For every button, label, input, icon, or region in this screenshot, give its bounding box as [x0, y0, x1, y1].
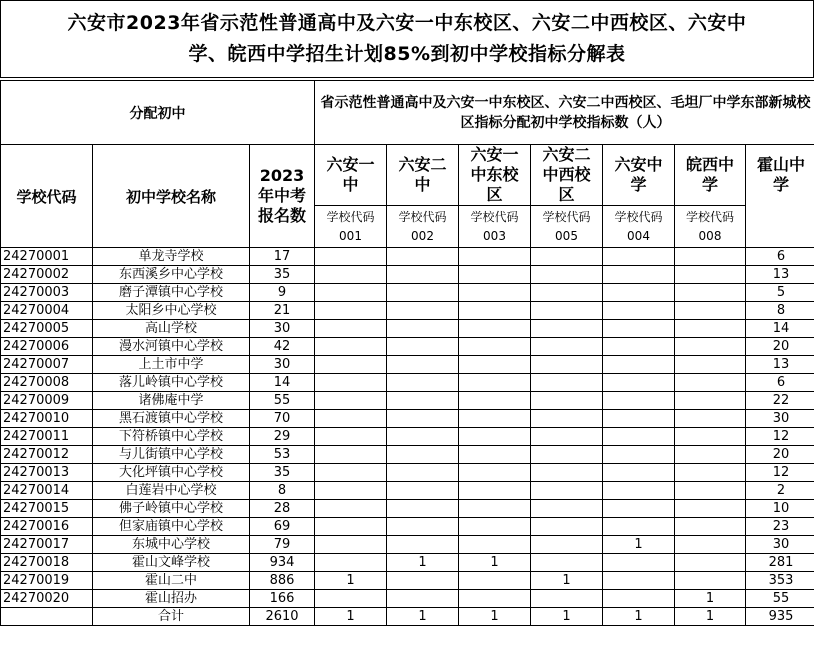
row-exam-count: 42 [250, 338, 315, 356]
row-quota-3 [459, 248, 531, 266]
row-quota-2 [387, 302, 459, 320]
row-quota-3 [459, 320, 531, 338]
row-quota-2 [387, 392, 459, 410]
row-quota-6 [675, 536, 746, 554]
header-school-code: 学校代码 [1, 145, 93, 248]
header-group: 省示范性普通高中及六安一中东校区、六安二中西校区、毛坦厂中学东部新城校区指标分配初中学校指标数（人） [315, 81, 814, 145]
code-value: 004 [627, 228, 650, 243]
code-label: 学校代码 [326, 209, 375, 224]
row-quota-3 [459, 284, 531, 302]
page-title [0, 0, 814, 78]
row-quota-4 [531, 590, 603, 608]
row-quota-4 [531, 320, 603, 338]
table-row [1, 428, 814, 446]
row-quota-2: 1 [387, 608, 459, 626]
row-quota-4 [531, 374, 603, 392]
row-quota-1 [315, 266, 387, 284]
row-quota-6 [675, 320, 746, 338]
row-quota-4 [531, 500, 603, 518]
row-school-code: 24270010 [1, 410, 93, 428]
row-quota-3 [459, 302, 531, 320]
row-quota-5 [603, 338, 675, 356]
table-header [1, 81, 814, 248]
row-quota-2 [387, 320, 459, 338]
row-school-code: 24270001 [1, 248, 93, 266]
header-school-4: 六安二中西校区 [531, 145, 603, 206]
row-quota-4 [531, 302, 603, 320]
row-quota-4: 1 [531, 608, 603, 626]
row-school-code: 24270019 [1, 572, 93, 590]
row-quota-2 [387, 590, 459, 608]
row-quota-6 [675, 446, 746, 464]
row-quota-2 [387, 464, 459, 482]
row-quota-5 [603, 302, 675, 320]
row-quota-5 [603, 356, 675, 374]
row-quota-4 [531, 482, 603, 500]
row-quota-1 [315, 536, 387, 554]
table-row [1, 248, 814, 266]
row-exam-count: 14 [250, 374, 315, 392]
row-quota-1 [315, 338, 387, 356]
row-quota-6 [675, 482, 746, 500]
row-quota-4 [531, 536, 603, 554]
row-quota-huoshan: 22 [746, 392, 814, 410]
row-exam-count: 886 [250, 572, 315, 590]
row-quota-huoshan: 30 [746, 410, 814, 428]
row-quota-huoshan: 6 [746, 248, 814, 266]
row-exam-count: 70 [250, 410, 315, 428]
row-school-code: 24270015 [1, 500, 93, 518]
header-code-cell-1 [315, 206, 387, 248]
header-school-name: 初中学校名称 [93, 145, 250, 248]
header-code-cell-6 [675, 206, 746, 248]
row-school-name: 东城中心学校 [93, 536, 250, 554]
row-quota-1 [315, 356, 387, 374]
row-quota-4 [531, 266, 603, 284]
row-quota-3 [459, 482, 531, 500]
row-quota-huoshan: 20 [746, 338, 814, 356]
row-quota-1: 1 [315, 572, 387, 590]
row-quota-5 [603, 590, 675, 608]
row-quota-huoshan: 5 [746, 284, 814, 302]
row-quota-2 [387, 518, 459, 536]
table-row [1, 572, 814, 590]
row-quota-6 [675, 428, 746, 446]
row-quota-huoshan: 12 [746, 428, 814, 446]
row-exam-count: 8 [250, 482, 315, 500]
row-school-name: 白莲岩中心学校 [93, 482, 250, 500]
row-exam-count: 30 [250, 320, 315, 338]
total-row [1, 608, 814, 626]
header-school-6: 皖西中学 [675, 145, 746, 206]
row-school-name: 合计 [93, 608, 250, 626]
row-quota-1 [315, 392, 387, 410]
row-school-name: 上土市中学 [93, 356, 250, 374]
row-school-code: 24270012 [1, 446, 93, 464]
row-school-code: 24270002 [1, 266, 93, 284]
table-row [1, 464, 814, 482]
row-exam-count: 21 [250, 302, 315, 320]
row-quota-3 [459, 392, 531, 410]
row-school-name: 霍山二中 [93, 572, 250, 590]
row-school-name: 但家庙镇中心学校 [93, 518, 250, 536]
header-school-1: 六安一中 [315, 145, 387, 206]
header-allocation: 分配初中 [1, 81, 315, 145]
row-school-name: 磨子潭镇中心学校 [93, 284, 250, 302]
row-quota-3 [459, 374, 531, 392]
row-quota-4 [531, 356, 603, 374]
code-label: 学校代码 [685, 209, 734, 224]
code-label: 学校代码 [398, 209, 447, 224]
row-quota-2 [387, 410, 459, 428]
row-quota-huoshan: 2 [746, 482, 814, 500]
row-quota-1: 1 [315, 608, 387, 626]
row-quota-5 [603, 320, 675, 338]
table-row [1, 554, 814, 572]
row-quota-3 [459, 590, 531, 608]
row-quota-1 [315, 320, 387, 338]
row-quota-3: 1 [459, 554, 531, 572]
row-quota-1 [315, 464, 387, 482]
row-quota-huoshan: 935 [746, 608, 814, 626]
row-quota-2 [387, 428, 459, 446]
row-quota-2 [387, 500, 459, 518]
row-school-name: 下符桥镇中心学校 [93, 428, 250, 446]
row-quota-1 [315, 590, 387, 608]
row-quota-huoshan: 353 [746, 572, 814, 590]
header-code-cell-2 [387, 206, 459, 248]
row-quota-4 [531, 248, 603, 266]
row-school-code: 24270003 [1, 284, 93, 302]
row-quota-huoshan: 8 [746, 302, 814, 320]
row-quota-1 [315, 428, 387, 446]
row-quota-2 [387, 356, 459, 374]
row-quota-4 [531, 410, 603, 428]
row-quota-6 [675, 518, 746, 536]
row-exam-count: 934 [250, 554, 315, 572]
row-quota-3 [459, 356, 531, 374]
row-quota-3: 1 [459, 608, 531, 626]
allocation-table [0, 80, 814, 626]
row-quota-huoshan: 12 [746, 464, 814, 482]
row-quota-5 [603, 428, 675, 446]
row-quota-3 [459, 446, 531, 464]
row-quota-4 [531, 428, 603, 446]
row-quota-huoshan: 10 [746, 500, 814, 518]
row-exam-count: 2610 [250, 608, 315, 626]
row-school-code: 24270011 [1, 428, 93, 446]
row-quota-6 [675, 554, 746, 572]
table-row [1, 536, 814, 554]
row-quota-huoshan: 13 [746, 266, 814, 284]
row-quota-2 [387, 572, 459, 590]
row-quota-1 [315, 302, 387, 320]
row-quota-1 [315, 248, 387, 266]
row-quota-3 [459, 572, 531, 590]
row-quota-huoshan: 55 [746, 590, 814, 608]
row-school-code: 24270014 [1, 482, 93, 500]
row-quota-5 [603, 374, 675, 392]
table-row [1, 590, 814, 608]
table-row [1, 410, 814, 428]
row-exam-count: 55 [250, 392, 315, 410]
header-last-school: 霍山中学 [746, 145, 814, 248]
row-quota-2 [387, 446, 459, 464]
row-quota-6 [675, 374, 746, 392]
row-quota-3 [459, 266, 531, 284]
row-quota-2 [387, 374, 459, 392]
row-school-code: 24270016 [1, 518, 93, 536]
row-quota-huoshan: 6 [746, 374, 814, 392]
row-quota-1 [315, 518, 387, 536]
row-quota-huoshan: 14 [746, 320, 814, 338]
row-quota-huoshan: 281 [746, 554, 814, 572]
row-quota-6: 1 [675, 590, 746, 608]
code-value: 008 [698, 228, 722, 243]
table-row [1, 284, 814, 302]
table-row [1, 302, 814, 320]
row-school-code: 24270013 [1, 464, 93, 482]
row-quota-5 [603, 482, 675, 500]
row-quota-huoshan: 30 [746, 536, 814, 554]
row-school-name: 佛子岭镇中心学校 [93, 500, 250, 518]
row-quota-5 [603, 410, 675, 428]
row-school-name: 太阳乡中心学校 [93, 302, 250, 320]
table-row [1, 446, 814, 464]
row-school-code [1, 608, 93, 626]
row-quota-2: 1 [387, 554, 459, 572]
header-code-cell-4 [531, 206, 603, 248]
row-quota-2 [387, 338, 459, 356]
row-quota-3 [459, 338, 531, 356]
row-quota-1 [315, 374, 387, 392]
row-quota-4 [531, 554, 603, 572]
row-exam-count: 17 [250, 248, 315, 266]
row-quota-5: 1 [603, 536, 675, 554]
row-exam-count: 30 [250, 356, 315, 374]
row-quota-3 [459, 410, 531, 428]
code-label: 学校代码 [542, 209, 591, 224]
row-exam-count: 35 [250, 266, 315, 284]
row-quota-2 [387, 266, 459, 284]
row-quota-5 [603, 248, 675, 266]
row-exam-count: 69 [250, 518, 315, 536]
row-quota-6 [675, 356, 746, 374]
header-school-3: 六安一中东校区 [459, 145, 531, 206]
header-school-2: 六安二中 [387, 145, 459, 206]
row-school-name: 东西溪乡中心学校 [93, 266, 250, 284]
row-school-code: 24270006 [1, 338, 93, 356]
row-quota-huoshan: 13 [746, 356, 814, 374]
row-quota-3 [459, 518, 531, 536]
row-quota-5 [603, 554, 675, 572]
row-school-code: 24270004 [1, 302, 93, 320]
row-quota-1 [315, 482, 387, 500]
row-school-name: 霍山招办 [93, 590, 250, 608]
row-quota-huoshan: 20 [746, 446, 814, 464]
row-school-code: 24270005 [1, 320, 93, 338]
row-quota-6 [675, 266, 746, 284]
table-row [1, 356, 814, 374]
header-exam-count: 2023年中考报名数 [250, 145, 315, 248]
row-quota-4 [531, 446, 603, 464]
row-quota-4 [531, 464, 603, 482]
row-school-name: 单龙寺学校 [93, 248, 250, 266]
row-quota-3 [459, 500, 531, 518]
header-school-5: 六安中学 [603, 145, 675, 206]
table-body [1, 248, 814, 626]
row-quota-1 [315, 284, 387, 302]
row-quota-3 [459, 464, 531, 482]
row-quota-1 [315, 446, 387, 464]
table-row [1, 392, 814, 410]
row-school-code: 24270009 [1, 392, 93, 410]
row-quota-5 [603, 464, 675, 482]
row-school-name: 诸佛庵中学 [93, 392, 250, 410]
row-quota-5 [603, 392, 675, 410]
row-quota-6 [675, 572, 746, 590]
row-exam-count: 35 [250, 464, 315, 482]
row-quota-6 [675, 284, 746, 302]
row-quota-2 [387, 284, 459, 302]
row-quota-1 [315, 410, 387, 428]
row-school-name: 落儿岭镇中心学校 [93, 374, 250, 392]
row-quota-4 [531, 338, 603, 356]
title-line-2: 学、皖西中学招生计划85%到初中学校指标分解表 [188, 43, 626, 65]
row-quota-6 [675, 392, 746, 410]
header-code-cell-3 [459, 206, 531, 248]
table-row [1, 482, 814, 500]
row-quota-4 [531, 392, 603, 410]
code-value: 003 [483, 228, 506, 243]
code-value: 005 [555, 228, 578, 243]
row-school-code: 24270020 [1, 590, 93, 608]
row-school-code: 24270008 [1, 374, 93, 392]
code-value: 002 [411, 228, 434, 243]
row-exam-count: 29 [250, 428, 315, 446]
row-quota-5: 1 [603, 608, 675, 626]
row-school-code: 24270017 [1, 536, 93, 554]
row-quota-5 [603, 446, 675, 464]
row-quota-6 [675, 500, 746, 518]
row-quota-6 [675, 338, 746, 356]
row-quota-5 [603, 572, 675, 590]
table-row [1, 374, 814, 392]
row-quota-4 [531, 518, 603, 536]
row-exam-count: 79 [250, 536, 315, 554]
row-quota-6 [675, 464, 746, 482]
row-school-code: 24270018 [1, 554, 93, 572]
title-line-1: 六安市2023年省示范性普通高中及六安一中东校区、六安二中西校区、六安中 [67, 12, 747, 34]
row-quota-3 [459, 428, 531, 446]
code-label: 学校代码 [470, 209, 519, 224]
row-quota-4 [531, 284, 603, 302]
row-quota-5 [603, 284, 675, 302]
row-school-name: 高山学校 [93, 320, 250, 338]
row-school-code: 24270007 [1, 356, 93, 374]
table-row [1, 338, 814, 356]
table-row [1, 518, 814, 536]
row-exam-count: 53 [250, 446, 315, 464]
code-value: 001 [339, 228, 362, 243]
row-quota-6 [675, 302, 746, 320]
row-school-name: 与儿街镇中心学校 [93, 446, 250, 464]
row-quota-5 [603, 266, 675, 284]
row-quota-2 [387, 482, 459, 500]
row-school-name: 霍山文峰学校 [93, 554, 250, 572]
row-exam-count: 28 [250, 500, 315, 518]
row-school-name: 漫水河镇中心学校 [93, 338, 250, 356]
row-quota-5 [603, 518, 675, 536]
row-quota-2 [387, 536, 459, 554]
row-quota-1 [315, 554, 387, 572]
row-quota-4: 1 [531, 572, 603, 590]
row-quota-1 [315, 500, 387, 518]
table-row [1, 320, 814, 338]
row-quota-2 [387, 248, 459, 266]
row-quota-6 [675, 248, 746, 266]
row-quota-huoshan: 23 [746, 518, 814, 536]
row-school-name: 大化坪镇中心学校 [93, 464, 250, 482]
row-exam-count: 166 [250, 590, 315, 608]
code-label: 学校代码 [614, 209, 663, 224]
row-exam-count: 9 [250, 284, 315, 302]
table-row [1, 500, 814, 518]
header-code-cell-5 [603, 206, 675, 248]
row-quota-3 [459, 536, 531, 554]
row-school-name: 黑石渡镇中心学校 [93, 410, 250, 428]
row-quota-6 [675, 410, 746, 428]
row-quota-6: 1 [675, 608, 746, 626]
row-quota-5 [603, 500, 675, 518]
table-row [1, 266, 814, 284]
